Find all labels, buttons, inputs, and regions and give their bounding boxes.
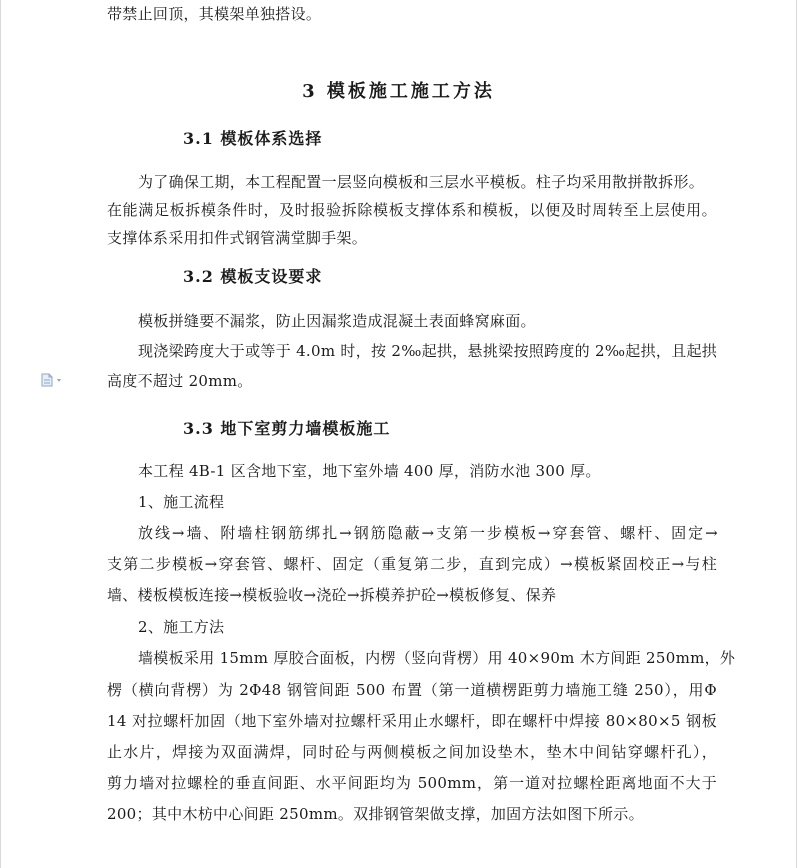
paragraph-line: 墙、楼板模板连接→模板验收→浇砼→拆模养护砼→模板修复、保养: [107, 586, 557, 604]
paragraph-line: 楞（横向背楞）为 2Φ48 钢管间距 500 布置（第一道横楞距剪力墙施工缝 250），用Φ: [107, 681, 717, 699]
paragraph-line: 1、施工流程: [138, 493, 225, 511]
section-heading-3-1: 3.1 模板体系选择: [183, 129, 323, 148]
paragraph-line: 2、施工方法: [138, 618, 225, 636]
paragraph-line: 为了确保工期，本工程配置一层竖向模板和三层水平模板。柱子均采用散拼散拆形。: [138, 173, 705, 191]
paragraph-line: 14 对拉螺杆加固（地下室外墙对拉螺杆采用止水螺杆，即在螺杆中焊接 80×80×5 钢板: [107, 712, 717, 730]
paragraph-line: 本工程 4B-1 区含地下室，地下室外墙 400 厚，消防水池 300 厚。: [138, 462, 601, 480]
paragraph-line: 止水片，焊接为双面满焊，同时砼与两侧模板之间加设垫木，垫木中间钻穿螺杆孔），: [107, 743, 717, 761]
paragraph-line: 现浇梁跨度大于或等于 4.0m 时，按 2‰起拱，悬挑梁按照跨度的 2‰起拱，且起拱: [138, 342, 718, 360]
paragraph-line: 支第二步模板→穿套管、螺杆、固定（重复第二步，直到完成）→模板紧固校正→与柱: [107, 555, 717, 573]
paragraph-line: 剪力墙对拉螺栓的垂直间距、水平间距均为 500mm，第一道对拉螺栓距离地面不大于: [107, 774, 717, 792]
section-heading-3-2: 3.2 模板支设要求: [183, 267, 323, 286]
paragraph-line: 墙模板采用 15mm 厚胶合面板，内楞（竖向背楞）用 40×90m 木方间距 250mm，外: [138, 649, 736, 667]
paragraph-line: 带禁止回顶，其模架单独搭设。: [107, 5, 322, 23]
paragraph-line: 支撑体系采用扣件式钢管满堂脚手架。: [107, 229, 368, 247]
chapter-title: 3 模板施工施工方法: [302, 81, 495, 102]
paragraph-line: 模板拼缝要不漏浆，防止因漏浆造成混凝土表面蜂窝麻面。: [138, 312, 536, 330]
paragraph-line: 高度不超过 20mm。: [107, 372, 253, 390]
paragraph-line: 放线→墙、附墙柱钢筋绑扎→钢筋隐蔽→支第一步模板→穿套管、螺杆、固定→: [138, 524, 718, 542]
paragraph-line: 200；其中木枋中心间距 250mm。双排钢管架做支撑，加固方法如图下所示。: [107, 805, 644, 823]
section-heading-3-3: 3.3 地下室剪力墙模板施工: [183, 419, 391, 438]
document-icon[interactable]: [40, 372, 64, 386]
paragraph-line: 在能满足板拆模条件时，及时报验拆除模板支撑体系和模板，以便及时周转至上层使用。: [107, 201, 717, 219]
